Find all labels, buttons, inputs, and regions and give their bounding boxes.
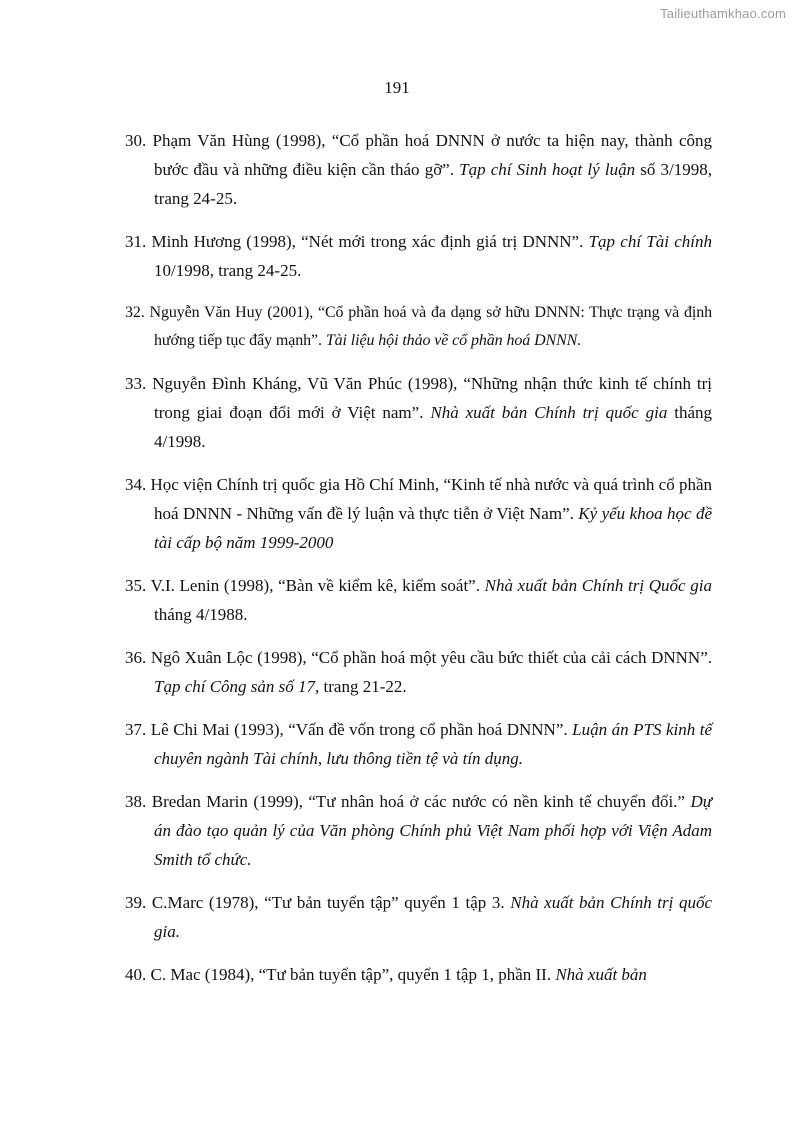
reference-item-34 [125, 470, 712, 557]
reference-text: Nguyễn Văn Huy (2001), “Cổ phần hoá và đa dạng sở hữu DNNN: Thực trạng và định hướng tiếp tục đẩy mạnh”. [149, 304, 712, 349]
reference-text: Ngô Xuân Lộc (1998), “Cổ phần hoá một yêu cầu bức thiết của cải cách DNNN”. [150, 648, 713, 667]
reference-number: 39. [125, 893, 147, 912]
reference-number: 37. [125, 720, 147, 739]
reference-source: Nhà xuất bản Chính trị quốc gia [430, 403, 668, 422]
reference-number: 35. [125, 576, 147, 595]
watermark-text: Tailieuthamkhao.com [660, 6, 786, 21]
reference-detail: 10/1998, trang 24-25. [154, 261, 302, 280]
reference-text: Minh Hương (1998), “Nét mới trong xác định giá trị DNNN”. [151, 232, 584, 251]
reference-detail: tháng 4/1998. [154, 403, 713, 451]
reference-item-30 [125, 126, 712, 213]
reference-detail: trang 21-22. [323, 677, 407, 696]
reference-source: Kỷ yếu khoa học đề tài cấp bộ năm 1999-2000 [154, 504, 712, 552]
reference-number: 33. [125, 374, 147, 393]
reference-text: Lê Chi Mai (1993), “Vấn đề vốn trong cổ phần hoá DNNN”. [150, 720, 568, 739]
reference-item-39 [125, 888, 712, 946]
reference-number: 38. [125, 792, 147, 811]
reference-item-37 [125, 715, 712, 773]
reference-source: Luận án PTS kinh tế chuyên ngành Tài chính, lưu thông tiền tệ và tín dụng. [154, 720, 712, 768]
reference-item-36 [125, 643, 712, 701]
reference-text: Học viện Chính trị quốc gia Hồ Chí Minh, “Kinh tế nhà nước và quá trình cổ phần hoá DNNN - Những vấn đề lý luận và thực tiễn ở Việt Nam”. [150, 475, 713, 523]
reference-text: Nguyễn Đình Kháng, Vũ Văn Phúc (1998), “Những nhận thức kinh tế chính trị trong giai đoạn đổi mới ở Việt nam”. [152, 374, 713, 422]
reference-item-38 [125, 787, 712, 874]
reference-detail: số 3/1998, trang 24-25. [154, 160, 712, 208]
reference-number: 32. [125, 304, 145, 321]
reference-item-33 [125, 369, 712, 456]
reference-source: Tạp chí Công sản số 17, [154, 677, 320, 696]
reference-source: Dự án đào tạo quản lý của Văn phòng Chính phủ Việt Nam phối hợp với Viện Adam Smith tổ chức. [154, 792, 713, 869]
reference-source: Nhà xuất bản Chính trị quốc gia. [154, 893, 713, 941]
reference-item-32 [125, 299, 712, 355]
reference-number: 30. [125, 131, 147, 150]
reference-number: 36. [125, 648, 147, 667]
reference-text: C.Marc (1978), “Tư bản tuyển tập” quyển 1 tập 3. [151, 893, 505, 912]
reference-text: Bredan Marin (1999), “Tư nhân hoá ở các nước có nền kinh tế chuyển đổi.” [151, 792, 685, 811]
reference-item-40 [125, 960, 712, 989]
reference-list [125, 126, 712, 1003]
reference-source: Tạp chí Tài chính [588, 232, 712, 251]
reference-text: V.I. Lenin (1998), “Bàn về kiểm kê, kiểm soát”. [150, 576, 480, 595]
reference-text: Phạm Văn Hùng (1998), “Cổ phần hoá DNNN ở nước ta hiện nay, thành công bước đầu và những điều kiện cần tháo gỡ”. [152, 131, 713, 179]
reference-item-35 [125, 571, 712, 629]
reference-number: 40. [125, 965, 147, 984]
reference-source: Nhà xuất bản Chính trị Quốc gia [484, 576, 713, 595]
reference-detail: tháng 4/1988. [154, 605, 248, 624]
reference-source: Tài liệu hội thảo về cổ phần hoá DNNN. [325, 332, 582, 349]
reference-text: C. Mac (1984), “Tư bản tuyển tập”, quyển 1 tập 1, phần II. [150, 965, 552, 984]
reference-source: Tạp chí Sinh hoạt lý luận [459, 160, 636, 179]
reference-number: 31. [125, 232, 147, 251]
reference-item-31 [125, 227, 712, 285]
reference-source: Nhà xuất bản [555, 965, 647, 984]
page-number: 191 [384, 78, 410, 97]
reference-number: 34. [125, 475, 147, 494]
